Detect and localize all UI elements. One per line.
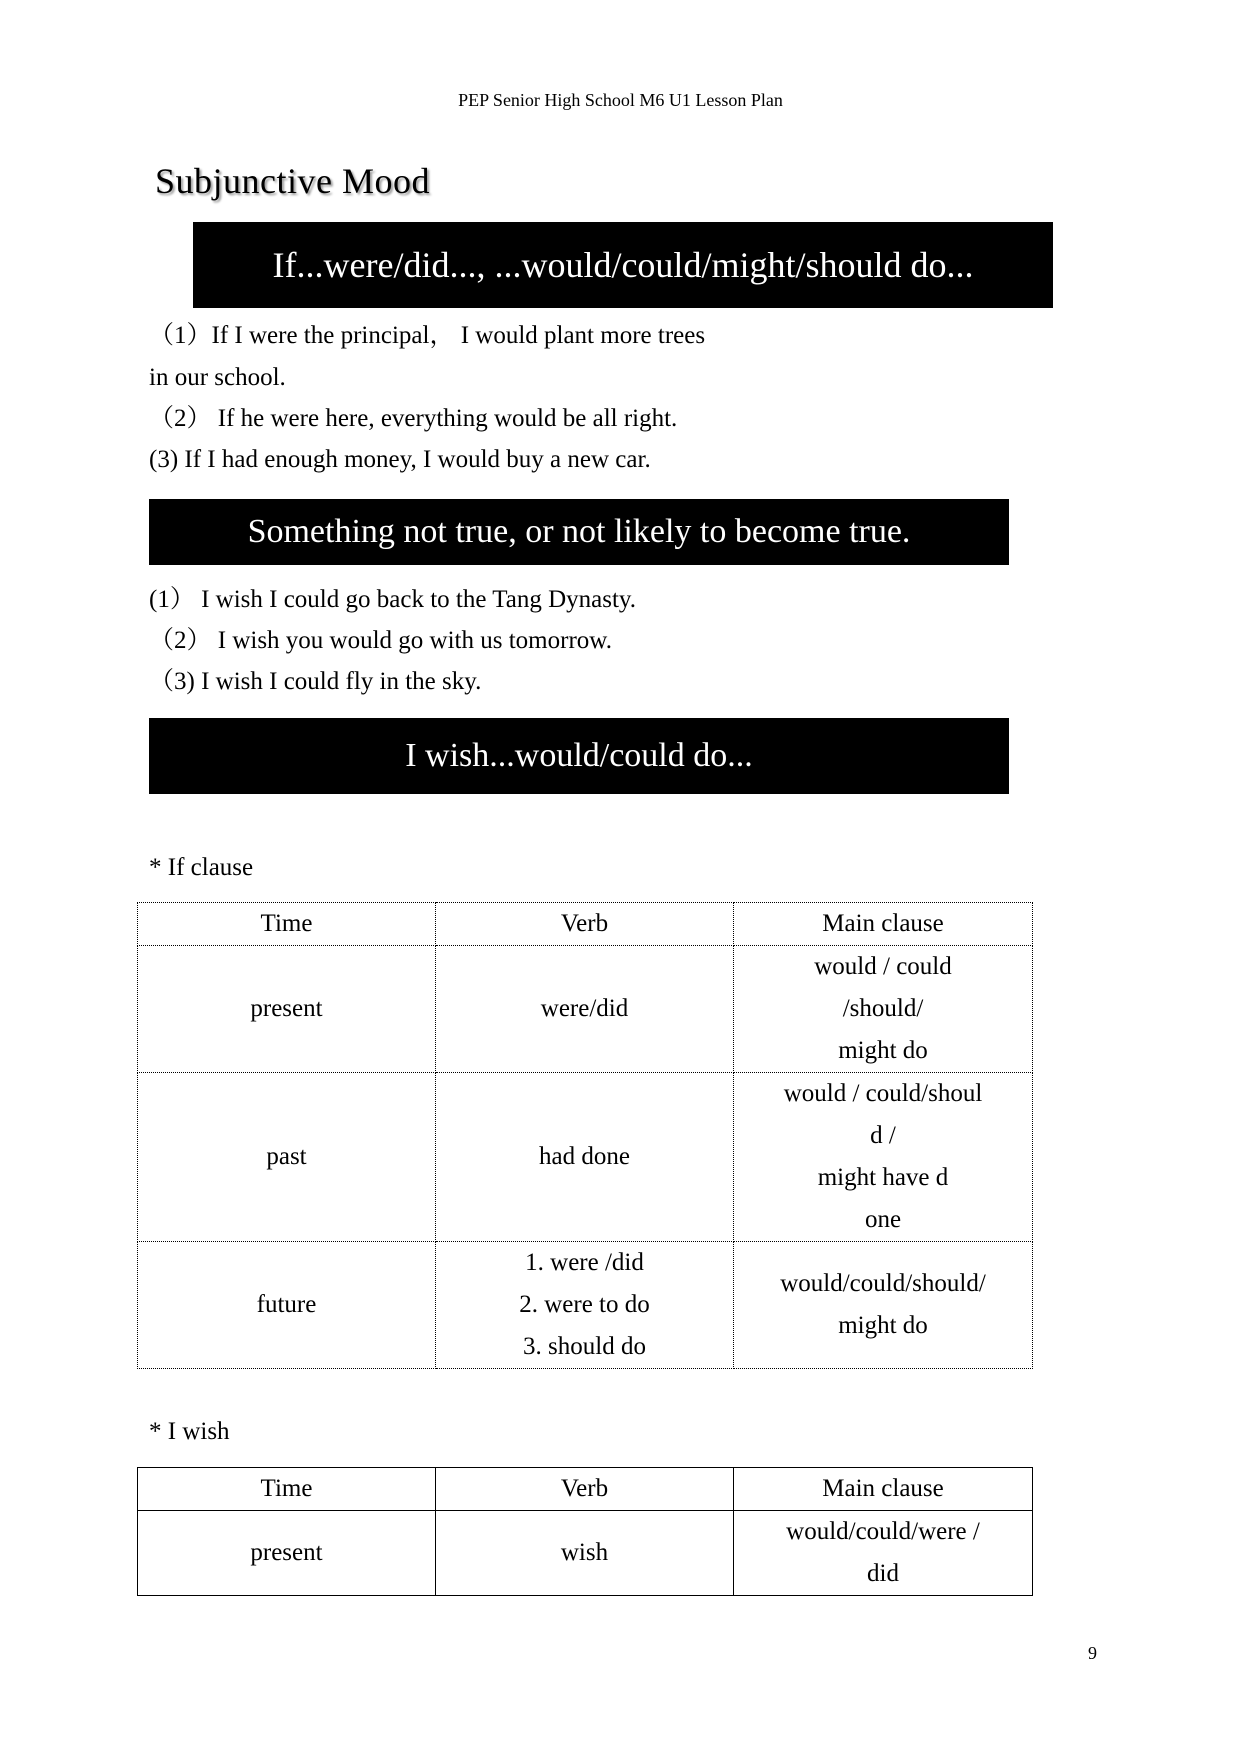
- wish-pattern-banner: I wish...would/could do...: [149, 718, 1009, 794]
- main-clause-cell: [734, 1242, 1033, 1369]
- column-header-time: Time: [138, 1468, 436, 1511]
- main-clause-line: might have d: [817, 1164, 949, 1191]
- verb-line: 1. were /did: [525, 1249, 644, 1276]
- page-title: Subjunctive Mood: [155, 161, 430, 201]
- table-row: [138, 1511, 1033, 1596]
- column-header-time: Time: [138, 903, 436, 946]
- main-clause-cell: [734, 946, 1033, 1073]
- time-cell: future: [138, 1242, 436, 1369]
- main-clause-line: would / could/shoul: [783, 1080, 983, 1107]
- verb-cell: [436, 1242, 734, 1369]
- column-header-main-clause: Main clause: [734, 1468, 1033, 1511]
- if-example-1: （1）If I were the principal， I would plant more trees: [149, 322, 706, 349]
- wish-example-2: （2） I wish you would go with us tomorrow.: [149, 627, 612, 654]
- column-header-verb: Verb: [436, 903, 734, 946]
- main-clause-cell: [734, 1073, 1033, 1242]
- main-clause-line: would/could/should/: [780, 1270, 986, 1297]
- wish-example-3: （3) I wish I could fly in the sky.: [149, 668, 482, 695]
- if-example-1-continued: in our school.: [149, 364, 286, 391]
- if-pattern-banner: If...were/did..., ...would/could/might/should do...: [193, 222, 1053, 308]
- wish-example-1: (1） I wish I could go back to the Tang Dynasty.: [149, 586, 637, 613]
- verb-line: 2. were to do: [519, 1291, 650, 1318]
- main-clause-line: might do: [838, 1312, 928, 1339]
- page-number: 9: [1088, 1643, 1097, 1663]
- main-clause-line: might do: [838, 1037, 928, 1064]
- time-cell: present: [138, 1511, 436, 1596]
- main-clause-line: /should/: [842, 995, 924, 1022]
- main-clause-line: would/could/were /: [786, 1518, 980, 1545]
- verb-line: had done: [539, 1143, 630, 1170]
- verb-cell: [436, 946, 734, 1073]
- verb-line: 3. should do: [523, 1333, 646, 1360]
- column-header-verb: Verb: [436, 1468, 734, 1511]
- if-example-2: （2） If he were here, everything would be all right.: [149, 405, 678, 432]
- time-cell: past: [138, 1073, 436, 1242]
- main-clause-cell: [734, 1511, 1033, 1596]
- table-row: [138, 1073, 1033, 1242]
- table-header-row: [138, 1468, 1033, 1511]
- main-clause-line: one: [864, 1206, 902, 1233]
- verb-cell: [436, 1073, 734, 1242]
- time-cell: present: [138, 946, 436, 1073]
- table-header-row: [138, 903, 1033, 946]
- table-row: [138, 946, 1033, 1073]
- main-clause-line: would / could: [814, 953, 952, 980]
- meaning-banner: Something not true, or not likely to become true.: [149, 499, 1009, 565]
- if-example-3: (3) If I had enough money, I would buy a new car.: [149, 446, 651, 473]
- main-clause-line: did: [867, 1560, 899, 1587]
- running-header: PEP Senior High School M6 U1 Lesson Plan: [458, 90, 783, 110]
- wish-table: [137, 1467, 1033, 1596]
- verb-line: were/did: [540, 995, 629, 1022]
- main-clause-line: d /: [870, 1122, 896, 1149]
- if-clause-label: * If clause: [149, 854, 254, 881]
- if-clause-table: [137, 902, 1033, 1369]
- table-row: [138, 1242, 1033, 1369]
- verb-cell: wish: [436, 1511, 734, 1596]
- column-header-main-clause: Main clause: [734, 903, 1033, 946]
- wish-label: * I wish: [149, 1418, 230, 1445]
